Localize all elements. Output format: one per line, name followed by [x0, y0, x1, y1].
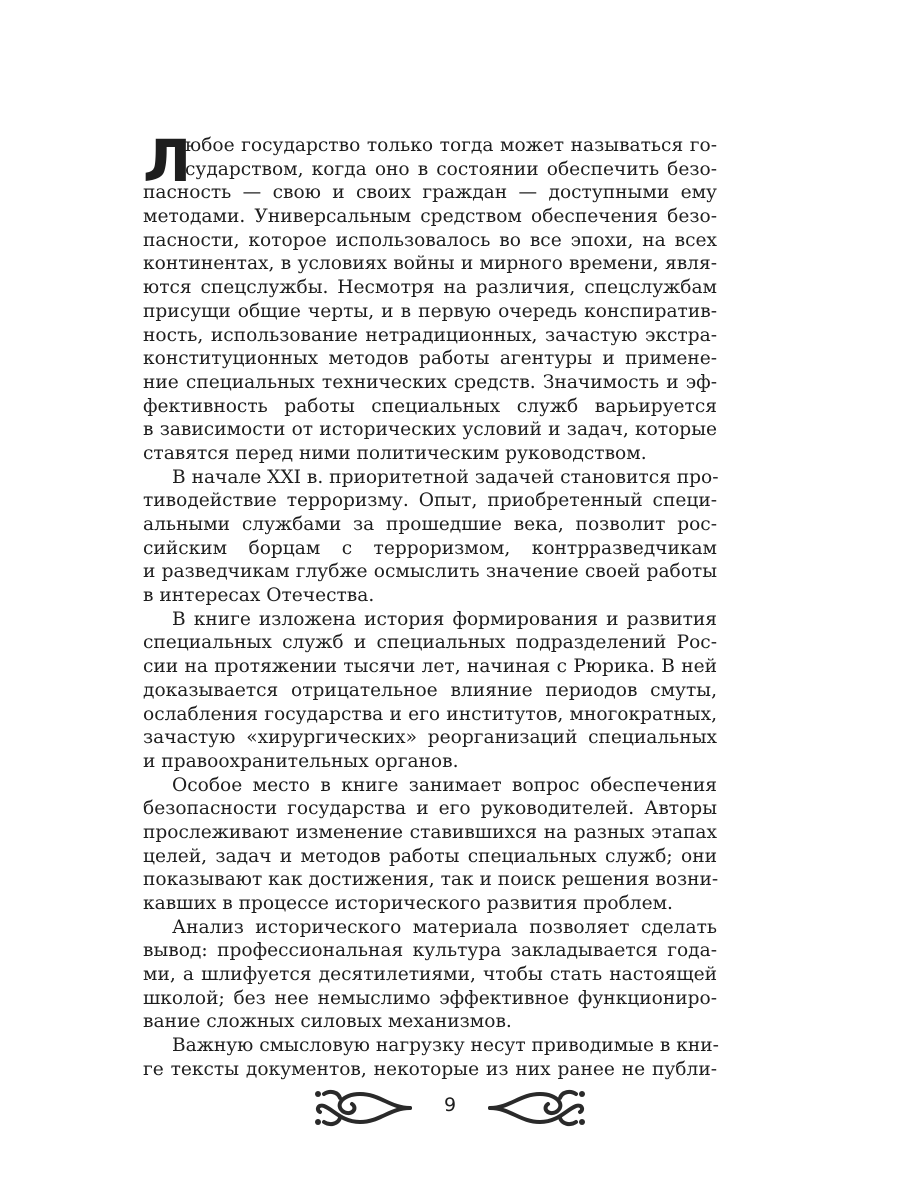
text-line: тиводействие терроризму. Опыт, приобретенный специ-: [143, 490, 717, 512]
text-line: ность, использование нетрадиционных, зачастую экстра-: [143, 324, 717, 346]
text-line: ставятся перед ними политическим руководством.: [143, 442, 647, 464]
text-line: В начале XXI в. приоритетной задачей становится про-: [172, 466, 719, 488]
text-line: юбое государство только тогда может называться го-: [185, 135, 717, 156]
text-line: пасности, которое использовалось во все эпохи, на всех: [143, 229, 717, 251]
text-line: кавших в процессе исторического развития проблем.: [143, 893, 673, 914]
text-line: Особое место в книге занимает вопрос обеспечения: [172, 774, 717, 796]
page-body: [143, 127, 719, 1082]
text-line: ге тексты документов, некоторые из них ранее не публи-: [143, 1058, 717, 1080]
text-line: сийским борцам с терроризмом, контрразведчикам: [143, 537, 717, 559]
text-line: Важную смысловую нагрузку несут приводимые в кни-: [172, 1035, 719, 1057]
text-line: и разведчикам глубже осмыслить значение своей работы: [143, 561, 717, 583]
flourish-ornament-icon: [482, 1080, 590, 1136]
text-line: сударством, когда оно в состоянии обеспечить безо-: [185, 158, 717, 180]
page-number: 9: [443, 1094, 457, 1116]
text-line: В книге изложена история формирования и развития: [172, 608, 717, 630]
text-line: вание сложных силовых механизмов.: [143, 1011, 512, 1033]
text-line: присущи общие черты, и в первую очередь конспиратив-: [143, 300, 717, 322]
text-line: и правоохранительных органов.: [143, 750, 459, 772]
text-line: школой; без нее немыслимо эффективное функциониро-: [143, 987, 717, 1009]
text-line: целей, задач и методов работы специальных служб; они: [143, 845, 717, 867]
text-line: специальных служб и специальных подразделений Рос-: [143, 632, 717, 654]
text-line: показывают как достижения, так и поиск решения возни-: [143, 869, 719, 891]
text-line: прослеживают изменение ставившихся на разных этапах: [143, 821, 717, 843]
text-line: конституционных методов работы агентуры и примене-: [143, 348, 717, 370]
text-line: континентах, в условиях войны и мирного времени, явля-: [143, 253, 717, 275]
text-line: сии на протяжении тысячи лет, начиная с Рюрика. В ней: [143, 656, 717, 678]
text-line: в интересах Отечества.: [143, 585, 375, 607]
text-line: ются спецслужбы. Несмотря на различия, спецслужбам: [143, 277, 717, 299]
drop-cap: Л: [143, 127, 192, 195]
flourish-ornament-icon: [310, 1080, 418, 1136]
page-footer: [300, 1080, 600, 1140]
text-line: Анализ исторического материала позволяет сделать: [172, 916, 717, 938]
text-line: альными службами за прошедшие века, позволит рос-: [143, 514, 717, 535]
text-line: ние специальных технических средств. Значимость и эф-: [143, 371, 717, 393]
text-line: зачастую «хирургических» реорганизаций специальных: [143, 727, 717, 749]
text-line: ослабления государства и его институтов, многократных,: [143, 703, 717, 725]
text-line: безопасности государства и его руководителей. Авторы: [143, 798, 717, 820]
text-line: в зависимости от исторических условий и задач, которые: [143, 419, 717, 441]
text-line: ми, а шлифуется десятилетиями, чтобы стать настоящей: [143, 964, 717, 986]
text-line: фективность работы специальных служб варьируется: [143, 395, 717, 417]
text-line: пасность — свою и своих граждан — доступными ему: [143, 182, 717, 204]
text-line: доказывается отрицательное влияние периодов смуты,: [143, 679, 717, 701]
text-line: методами. Универсальным средством обеспечения безо-: [143, 206, 717, 228]
text-line: вывод: профессиональная культура закладывается года-: [143, 940, 717, 962]
